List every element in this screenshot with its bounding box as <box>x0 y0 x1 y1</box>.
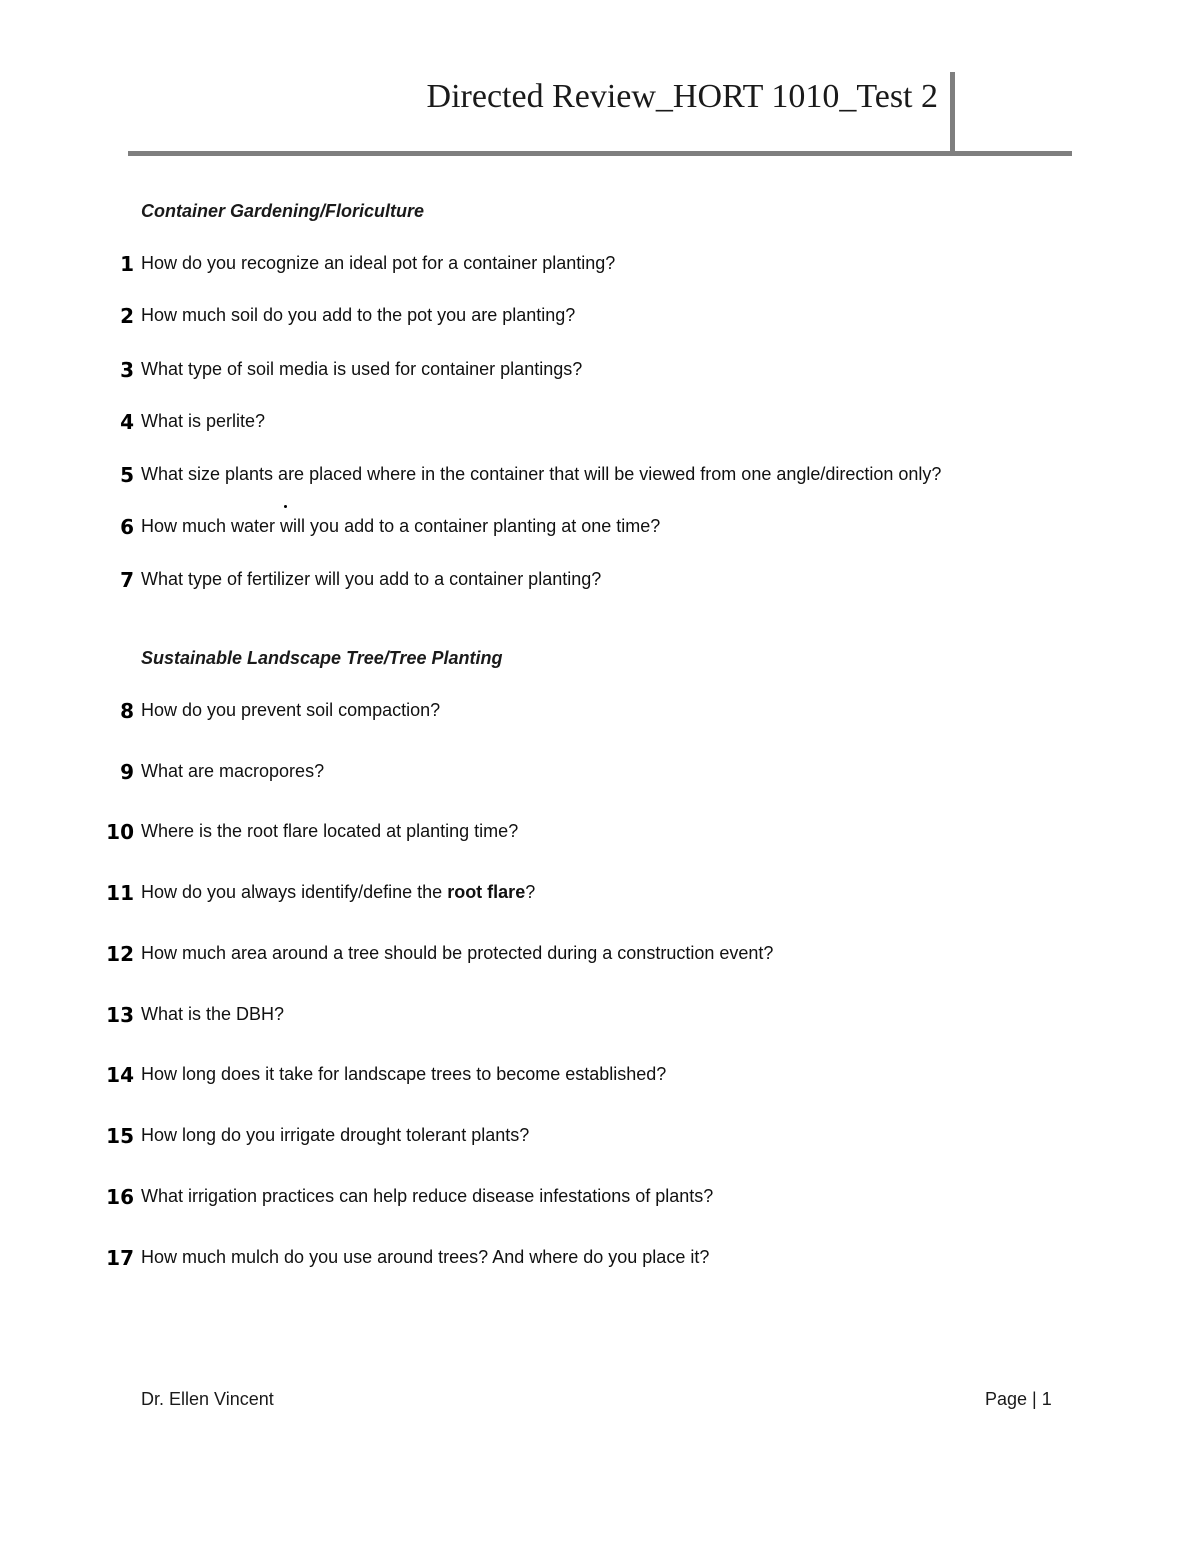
question-number: 8 <box>120 699 134 723</box>
question-text: How long do you irrigate drought tolerant plants? <box>141 1125 530 1145</box>
section-heading-container-gardening: Container Gardening/Floriculture <box>141 201 425 221</box>
question-number: 7 <box>120 568 134 592</box>
question-text: What is perlite? <box>141 411 266 431</box>
question-number: 4 <box>120 410 134 434</box>
question-item <box>100 821 1100 847</box>
question-item <box>100 1125 1100 1151</box>
question-text: How do you recognize an ideal pot for a container planting? <box>141 253 616 273</box>
question-number: 2 <box>120 304 134 328</box>
question-text: What type of fertilizer will you add to a container planting? <box>141 569 602 589</box>
question-number: 15 <box>106 1124 134 1148</box>
question-item <box>100 464 1100 490</box>
question-item <box>100 359 1100 385</box>
footer-page-number: Page | 1 <box>985 1389 1052 1409</box>
question-number: 14 <box>106 1063 134 1087</box>
question-number: 9 <box>120 760 134 784</box>
question-item <box>100 943 1100 969</box>
question-text: How much water will you add to a container planting at one time? <box>141 516 661 536</box>
question-text: What size plants are placed where in the container that will be viewed from one angle/direction only? <box>141 464 942 484</box>
question-number: 11 <box>106 881 134 905</box>
question-text: What is the DBH? <box>141 1004 285 1024</box>
question-text: What are macropores? <box>141 761 325 781</box>
question-item <box>100 1004 1100 1030</box>
question-text: Where is the root flare located at planting time? <box>141 821 519 841</box>
question-item <box>100 1064 1100 1090</box>
question-item <box>100 411 1100 437</box>
question-text: How do you always identify/define the root flare? <box>141 882 536 902</box>
question-item <box>100 882 1100 908</box>
section-heading-tree-planting: Sustainable Landscape Tree/Tree Planting <box>141 648 503 668</box>
question-item <box>100 253 1100 279</box>
question-item <box>100 1186 1100 1212</box>
question-item <box>100 700 1100 726</box>
question-number: 16 <box>106 1185 134 1209</box>
header-rule <box>128 151 1072 156</box>
header-divider <box>950 72 955 156</box>
question-text: How much soil do you add to the pot you are planting? <box>141 305 576 325</box>
emphasis-text: root flare <box>447 882 526 902</box>
page-title: Directed Review_HORT 1010_Test 2 <box>426 78 938 115</box>
footer-author: Dr. Ellen Vincent <box>141 1389 274 1409</box>
question-item <box>100 569 1100 595</box>
question-number: 6 <box>120 515 134 539</box>
question-number: 10 <box>106 820 134 844</box>
question-item <box>100 305 1100 331</box>
question-number: 5 <box>120 463 134 487</box>
question-number: 3 <box>120 358 134 382</box>
question-item <box>100 516 1100 542</box>
question-number: 1 <box>120 252 134 276</box>
question-text: How do you prevent soil compaction? <box>141 700 441 720</box>
question-number: 12 <box>106 942 134 966</box>
stray-dot <box>284 505 287 508</box>
question-text: How long does it take for landscape trees to become established? <box>141 1064 667 1084</box>
question-text: What irrigation practices can help reduce disease infestations of plants? <box>141 1186 714 1206</box>
question-text: What type of soil media is used for container plantings? <box>141 359 583 379</box>
question-item <box>100 761 1100 787</box>
question-number: 17 <box>106 1246 134 1270</box>
question-text: How much area around a tree should be protected during a construction event? <box>141 943 774 963</box>
question-item <box>100 1247 1100 1273</box>
question-number: 13 <box>106 1003 134 1027</box>
question-text: How much mulch do you use around trees? And where do you place it? <box>141 1247 710 1267</box>
